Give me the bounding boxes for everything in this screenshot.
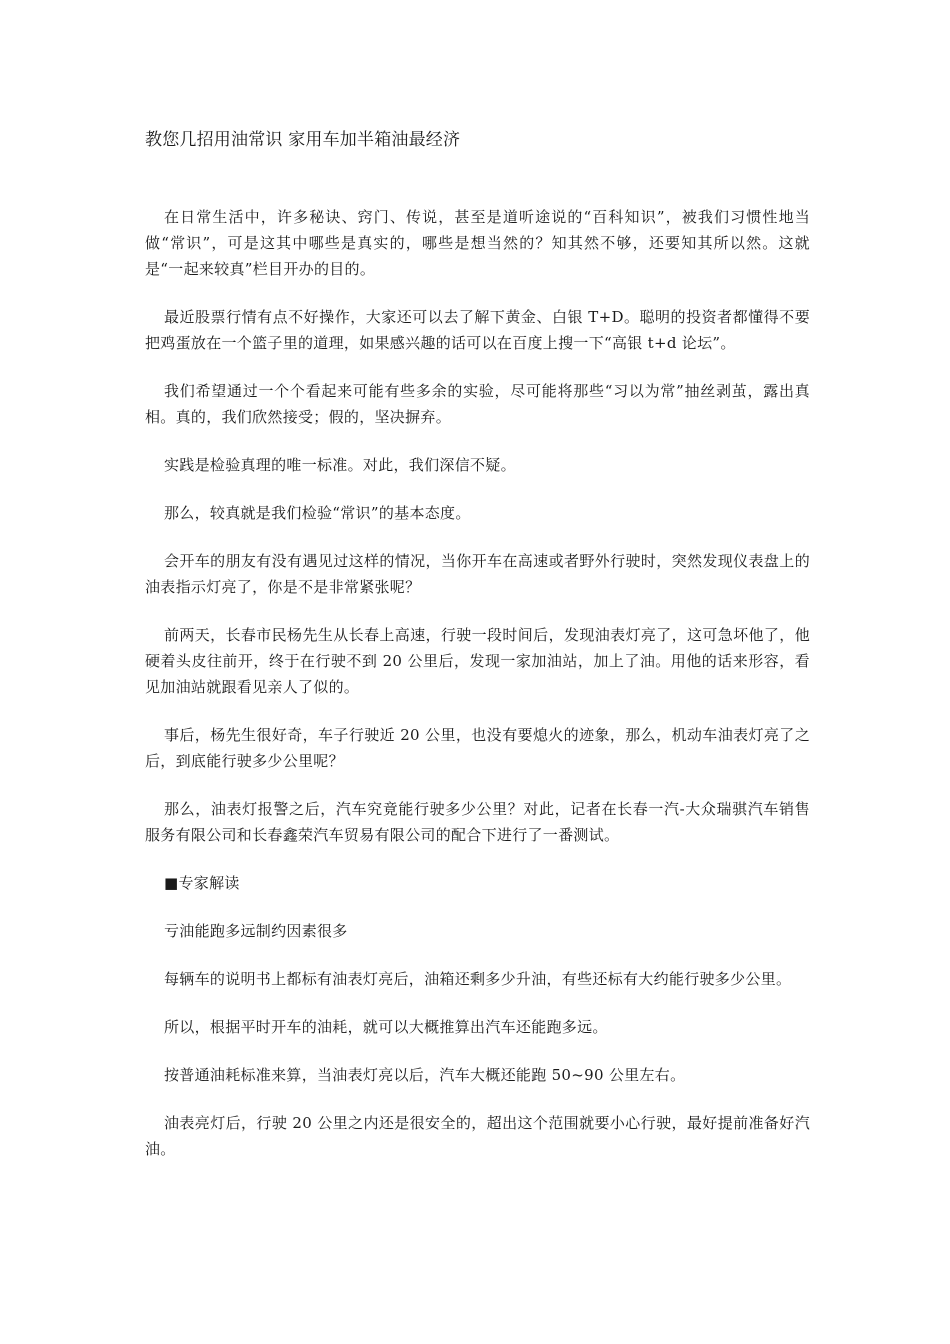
subheading-factors: 亏油能跑多远制约因素很多 [164, 922, 348, 940]
document-title: 教您几招用油常识 家用车加半箱油最经济 [145, 130, 461, 150]
paragraph-test: 那么，油表灯报警之后，汽车究竟能行驶多少公里？对此，记者在长春一汽-大众瑞骐汽车销售服务有限公司和长春鑫荣汽车贸易有限公司的配合下进行了一番测试。 [145, 800, 810, 844]
paragraph-attitude: 那么，较真就是我们检验“常识”的基本态度。 [164, 504, 471, 522]
paragraph-estimate: 所以，根据平时开车的油耗，就可以大概推算出汽车还能跑多远。 [164, 1018, 608, 1036]
paragraph-curiosity: 事后，杨先生很好奇，车子行驶近 20 公里，也没有要熄火的迹象，那么，机动车油表灯亮了之后，到底能行驶多少公里呢？ [145, 726, 810, 770]
paragraph-range: 按普通油耗标准来算，当油表灯亮以后，汽车大概还能跑 50~90 公里左右。 [164, 1066, 686, 1084]
section-heading-expert: ■专家解读 [164, 874, 240, 892]
paragraph-experiment: 我们希望通过一个个看起来可能有些多余的实验，尽可能将那些“习以为常”抽丝剥茧，露出真相。真的，我们欣然接受；假的，坚决摒弃。 [145, 382, 810, 426]
paragraph-advice: 油表亮灯后，行驶 20 公里之内还是很安全的，超出这个范围就要小心行驶，最好提前准备好汽油。 [145, 1114, 810, 1158]
document-page [145, 128, 810, 1184]
paragraph-question: 会开车的朋友有没有遇见过这样的情况，当你开车在高速或者野外行驶时，突然发现仪表盘上的油表指示灯亮了，你是不是非常紧张呢？ [145, 552, 810, 596]
paragraph-investment: 最近股票行情有点不好操作，大家还可以去了解下黄金、白银 T+D。聪明的投资者都懂得不要把鸡蛋放在一个篮子里的道理，如果感兴趣的话可以在百度上搜一下“高银 t+d 论坛”。 [145, 308, 810, 352]
paragraph-practice: 实践是检验真理的唯一标准。对此，我们深信不疑。 [164, 456, 516, 474]
paragraph-manual: 每辆车的说明书上都标有油表灯亮后，油箱还剩多少升油，有些还标有大约能行驶多少公里。 [164, 970, 792, 988]
paragraph-story: 前两天，长春市民杨先生从长春上高速，行驶一段时间后，发现油表灯亮了，这可急坏他了，他硬着头皮往前开，终于在行驶不到 20 公里后，发现一家加油站，加上了油。用他的话来形容，看见加油站就跟看见亲人了似的。 [145, 626, 810, 696]
paragraph-intro: 在日常生活中，许多秘诀、窍门、传说，甚至是道听途说的“百科知识”，被我们习惯性地当做“常识”，可是这其中哪些是真实的，哪些是想当然的？知其然不够，还要知其所以然。这就是“一起来较真”栏目开办的目的。 [145, 208, 810, 278]
